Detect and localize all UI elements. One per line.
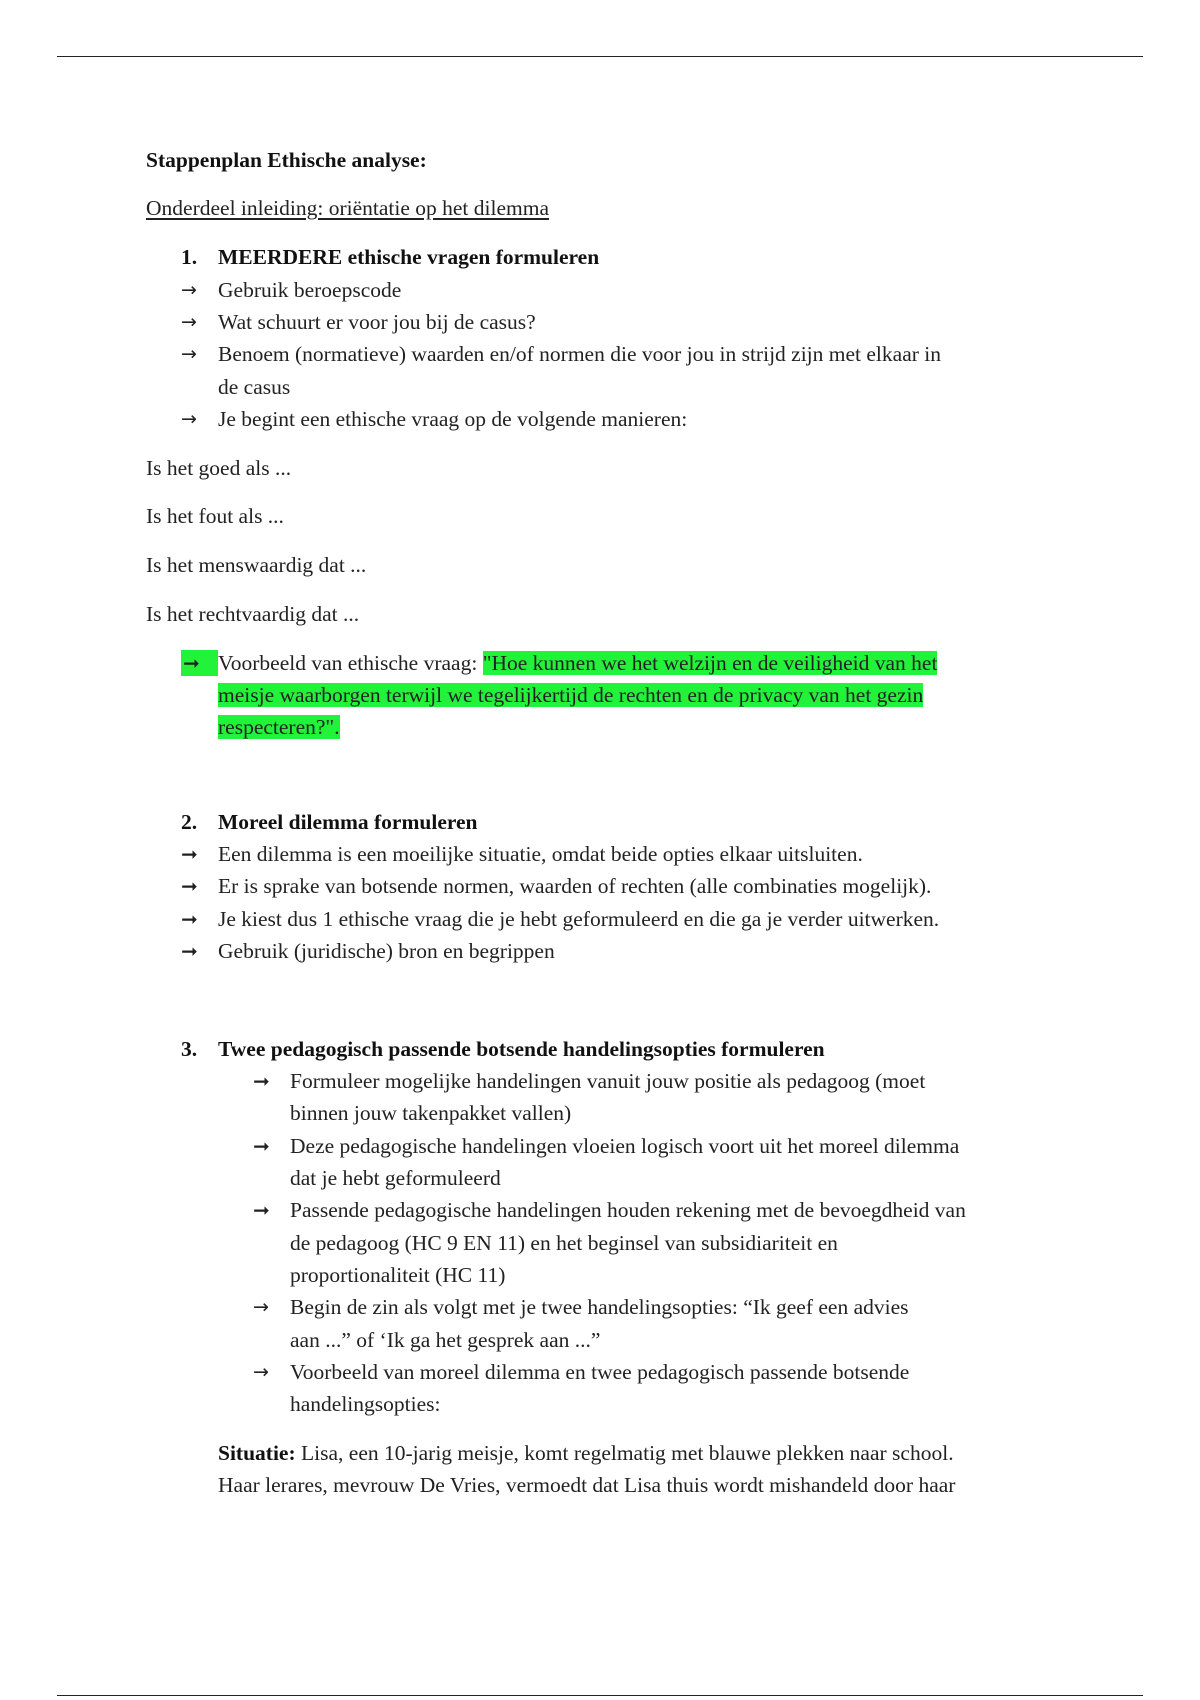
section-heading: Onderdeel inleiding: oriëntatie op het dilemma [146,196,549,220]
arrow-icon: ➞ [181,842,198,866]
step3-bullet: Deze pedagogische handelingen vloeien logisch voort uit het moreel dilemma [290,1134,960,1158]
question-starter: Is het menswaardig dat ... [146,553,367,577]
example-highlight: respecteren?". [218,715,340,739]
step3-bullet-continuation: dat je hebt geformuleerd [290,1166,501,1190]
step1-bullet: Benoem (normatieve) waarden en/of normen die voor jou in strijd zijn met elkaar in [218,342,942,366]
arrow-icon: → [253,1296,269,1318]
step2-heading: Moreel dilemma formuleren [218,810,478,834]
situation-paragraph-line: Haar lerares, mevrouw De Vries, vermoedt dat Lisa thuis wordt mishandeld door haar [218,1473,956,1497]
step3-bullet-continuation: handelingsopties: [290,1392,441,1416]
arrow-icon: → [253,1361,269,1383]
situation-label: Situatie: [218,1441,296,1465]
top-rule [57,56,1143,57]
question-starter: Is het rechtvaardig dat ... [146,602,360,626]
step3-bullet: Passende pedagogische handelingen houden rekening met de bevoegdheid van [290,1198,966,1222]
example-question-line [218,681,923,709]
example-question-line [218,713,340,741]
arrow-icon: ➞ [181,874,198,898]
step2-bullet: Er is sprake van botsende normen, waarden of rechten (alle combinaties mogelijk). [218,874,932,898]
step3-heading: Twee pedagogisch passende botsende handelingsopties formuleren [218,1037,825,1061]
bottom-rule [57,1695,1143,1696]
arrow-icon: → [181,279,197,301]
step1-bullet: Wat schuurt er voor jou bij de casus? [218,310,536,334]
arrow-icon: ➞ [183,651,200,675]
step3-bullet: Formuleer mogelijke handelingen vanuit jouw positie als pedagoog (moet [290,1069,926,1093]
arrow-icon: ➞ [253,1198,270,1222]
example-highlight: meisje waarborgen terwijl we tegelijkertijd de rechten en de privacy van het gezin [218,683,924,707]
arrow-icon: ➞ [253,1069,270,1093]
step2-bullet: Een dilemma is een moeilijke situatie, omdat beide opties elkaar uitsluiten. [218,842,863,866]
step2-bullet: Je kiest dus 1 ethische vraag die je hebt geformuleerd en die ga je verder uitwerken. [218,907,940,931]
step2-bullet: Gebruik (juridische) bron en begrippen [218,939,555,963]
arrow-icon: → [181,408,197,430]
step3-bullet-continuation: proportionaliteit (HC 11) [290,1263,506,1287]
step3-number: 3. [181,1037,198,1061]
situation-paragraph [218,1439,954,1467]
step1-bullet-continuation: de casus [218,375,291,399]
document-title: Stappenplan Ethische analyse: [146,148,427,172]
question-starter: Is het fout als ... [146,504,284,528]
question-starter: Is het goed als ... [146,456,292,480]
step1-bullet: Gebruik beroepscode [218,278,402,302]
arrow-icon: ➞ [181,939,198,963]
arrow-icon: ➞ [253,1134,270,1158]
example-highlight: "Hoe kunnen we het welzijn en de veiligheid van het [482,651,938,675]
step3-bullet: Voorbeeld van moreel dilemma en twee pedagogisch passende botsende [290,1360,910,1384]
example-question [218,649,937,677]
step1-heading: MEERDERE ethische vragen formuleren [218,245,600,269]
step3-bullet: Begin de zin als volgt met je twee handelingsopties: “Ik geef een advies [290,1295,909,1319]
arrow-icon: → [181,311,197,333]
step1-number: 1. [181,245,198,269]
step3-bullet-continuation: de pedagoog (HC 9 EN 11) en het beginsel van subsidiariteit en [290,1231,838,1255]
step3-bullet-continuation: aan ...” of ‘Ik ga het gesprek aan ...” [290,1328,601,1352]
situation-text: Lisa, een 10-jarig meisje, komt regelmatig met blauwe plekken naar school. [295,1441,954,1465]
step1-bullet: Je begint een ethische vraag op de volgende manieren: [218,407,688,431]
step3-bullet-continuation: binnen jouw takenpakket vallen) [290,1101,572,1125]
step2-number: 2. [181,810,198,834]
example-label: Voorbeeld van ethische vraag: [218,651,483,675]
arrow-icon: → [181,343,197,365]
arrow-icon: ➞ [181,907,198,931]
